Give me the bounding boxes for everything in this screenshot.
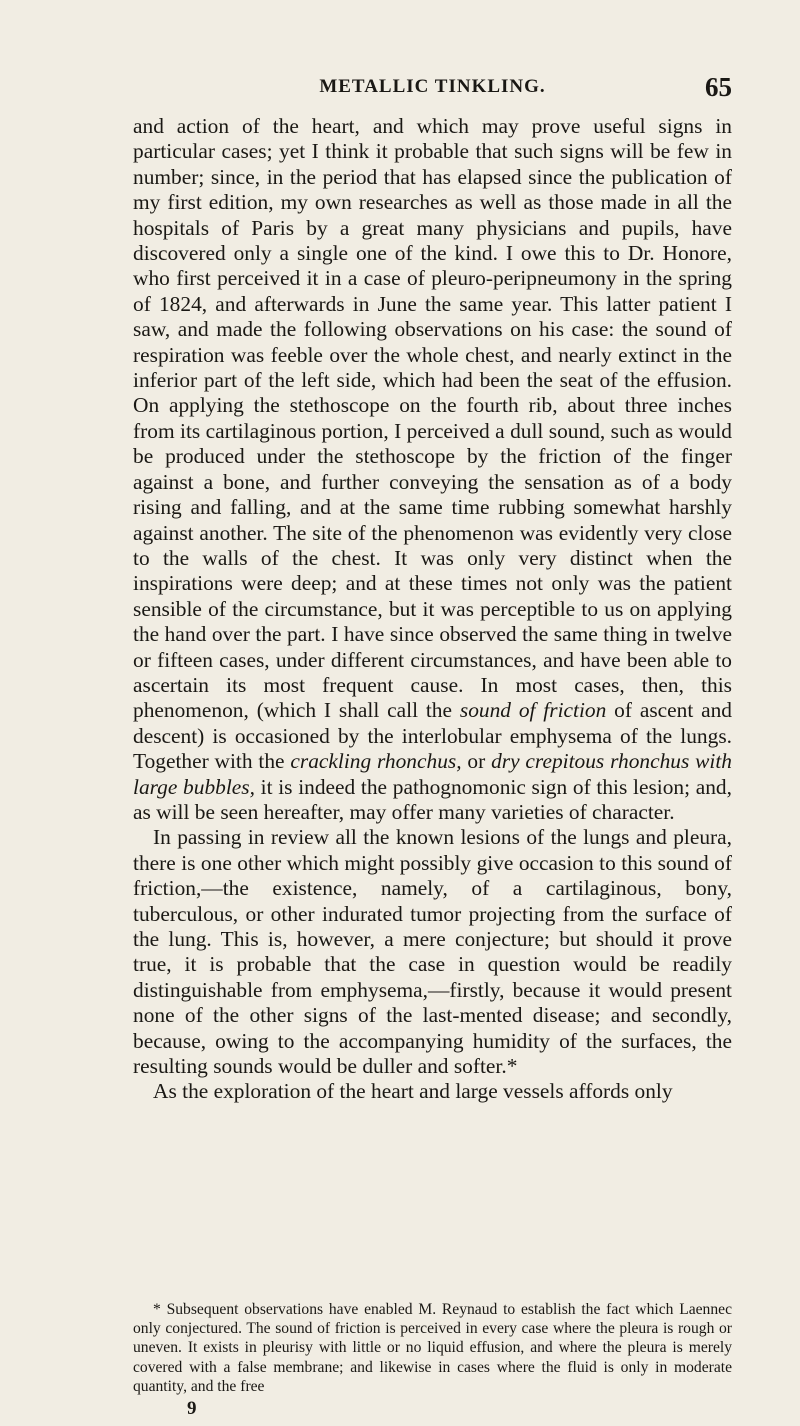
footnote-text: * Subsequent observations have enabled M. Reynaud to establish the fact which Laennec only conjectured. The sound of friction is perceived in every case where the pleura is rough or uneven. It exists in pleurisy with little or no liquid effusion, and where the pleura is merely covered with a false membrane; and likewise in cases where the fluid is only in moderate quantity, and the free xyxy=(133,1301,732,1395)
page-header xyxy=(133,72,732,102)
italic-term: crackling rhonchus, xyxy=(290,749,462,774)
paragraph xyxy=(133,114,732,825)
page-number: 65 xyxy=(705,72,732,102)
body-text xyxy=(133,114,732,1105)
paragraph: As the exploration of the heart and large vessels affords only xyxy=(153,1079,673,1104)
text-run: or xyxy=(467,749,486,774)
paragraph: In passing in review all the known lesions of the lungs and pleura, there is one other which might possibly give occasion to this sound of friction,—the existence, namely, of a cartilaginous, bony, tuberculous, or other indurated tumor projecting from the surface of the lung. This is, however, a mere conjecture; but should it prove true, it is probable that the case in question would be readily distinguishable from emphysema,—firstly, because it would present none of the other signs of the last-mented disease; and secondly, because, owing to the accompanying humidity of the surfaces, the resulting sounds would be duller and softer.* xyxy=(133,825,732,1079)
signature-mark: 9 xyxy=(187,1398,197,1419)
text-run: and action of the heart, and which may prove useful signs in particular cases; yet I think it probable that such signs will be few in number; since, in the period that has elapsed since the publication of my first edition, my own researches as well as those made in all the hospitals of Paris by a great many physicians and pupils, have discovered only a single one of the kind. I owe this to Dr. Honore, who first perceived it in a case of pleuro-peripneumony in the spring of 1824, and afterwards in June the same year. This latter patient I saw, and made the following observations on his case: the sound of respiration was feeble over the whole chest, and nearly extinct in the inferior part of the left side, which had been the seat of the effusion. On applying the stethoscope on the fourth rib, about three inches from its cartilaginous portion, I perceived a dull sound, such as would be produced under the stethoscope by the friction of the finger against a bone, and further conveying the sensation as of a body rising and falling, and at the same time rubbing somewhat harshly against another. The site of the phenomenon was evidently very close to the walls of the chest. It was only very distinct when the inspirations were deep; and at these times not only was the patient sensible of the circumstance, but it was perceptible to us on applying the hand over the part. I have since observed the same thing in twelve or fifteen cases, under different circumstances, and have been able to ascertain its most frequent cause. In most cases, then, this phenomenon, (which I shall call the xyxy=(133,114,732,723)
text-run: it is indeed the pathognomonic sign of this lesion; and, as will be seen hereafter, may offer many varieties of character. xyxy=(133,774,732,824)
running-head: METALLIC TINKLING. xyxy=(319,76,546,97)
italic-term: sound of friction xyxy=(459,698,607,723)
footnote xyxy=(133,1300,732,1396)
text-run: of ascent and descent) is occasioned by the interlobular emphysema of the lungs. Together with the xyxy=(133,698,732,774)
italic-term: dry crepitous rhonchus with large bubbles, xyxy=(133,749,732,799)
